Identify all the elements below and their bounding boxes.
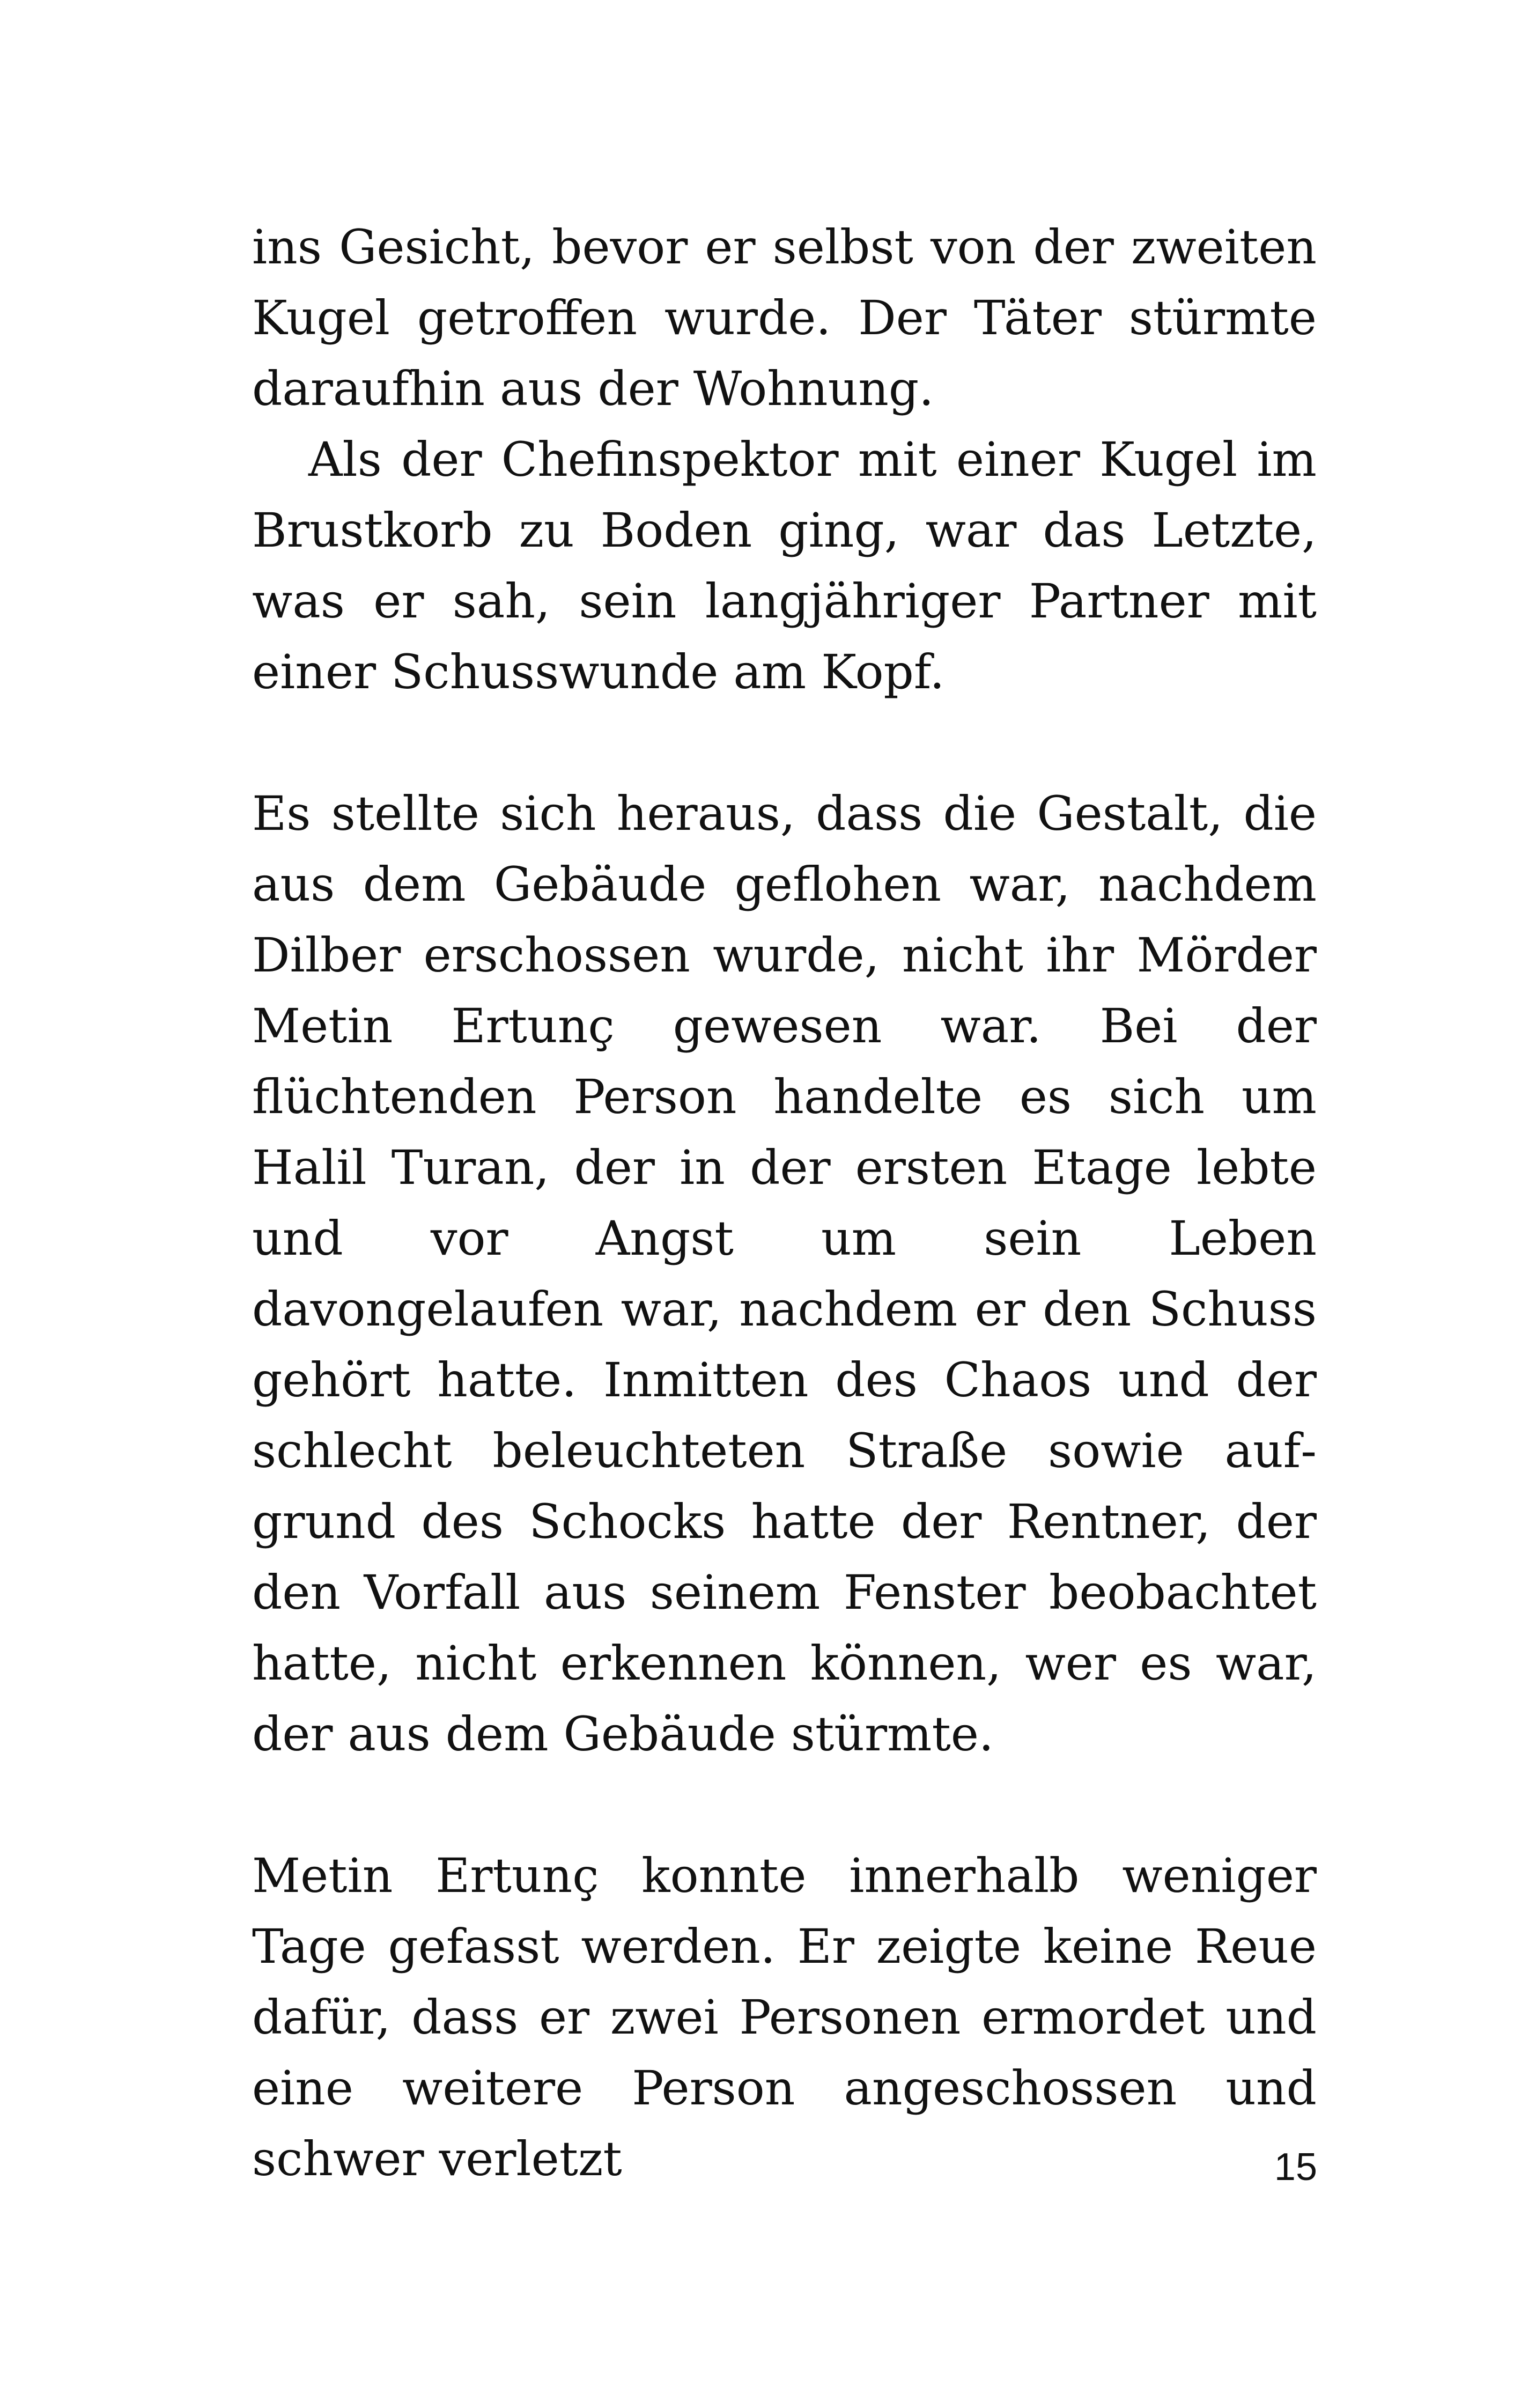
paragraph-indented: Als der Chefinspektor mit einer Kugel im Brustkorb zu Boden ging, war das Letzte, was er sah, sein langjähriger Partner mit einer Schusswunde am Kopf. [252,432,1317,699]
paragraph-continuation: ins Gesicht, bevor er selbst von der zweiten Kugel getroffen wurde. Der Täter stürmte daraufhin aus der Wohnung. [252,219,1317,416]
paragraph-section-start: Metin Ertunç konnte innerhalb weniger Tage gefasst werden. Er zeigte keine Reue dafür, dass er zwei Personen ermordet und eine weitere Person angeschossen und schwer verletzt [252,1848,1317,2186]
paragraph-section-start: Es stellte sich heraus, dass die Gestalt, die aus dem Gebäude geflohen war, nachdem Dilber erschossen wurde, nicht ihr Mörder Metin Ertunç gewesen war. Bei der flüchtenden Person handelte es sich um Halil Turan, der in der ersten Etage lebte und vor Angst um sein Leben davongelaufen war, nachdem er den Schuss gehört hatte. Inmitten des Chaos und der schlecht beleuchteten Straße sowie aufgrund des Schocks hatte der Rentner, der den Vorfall aus seinem Fenster beobachtet hatte, nicht erkennen können, wer es war, der aus dem Gebäude stürmte. [252,786,1317,1762]
page-number: 15 [1274,2146,1317,2189]
body-text [252,212,1317,2195]
